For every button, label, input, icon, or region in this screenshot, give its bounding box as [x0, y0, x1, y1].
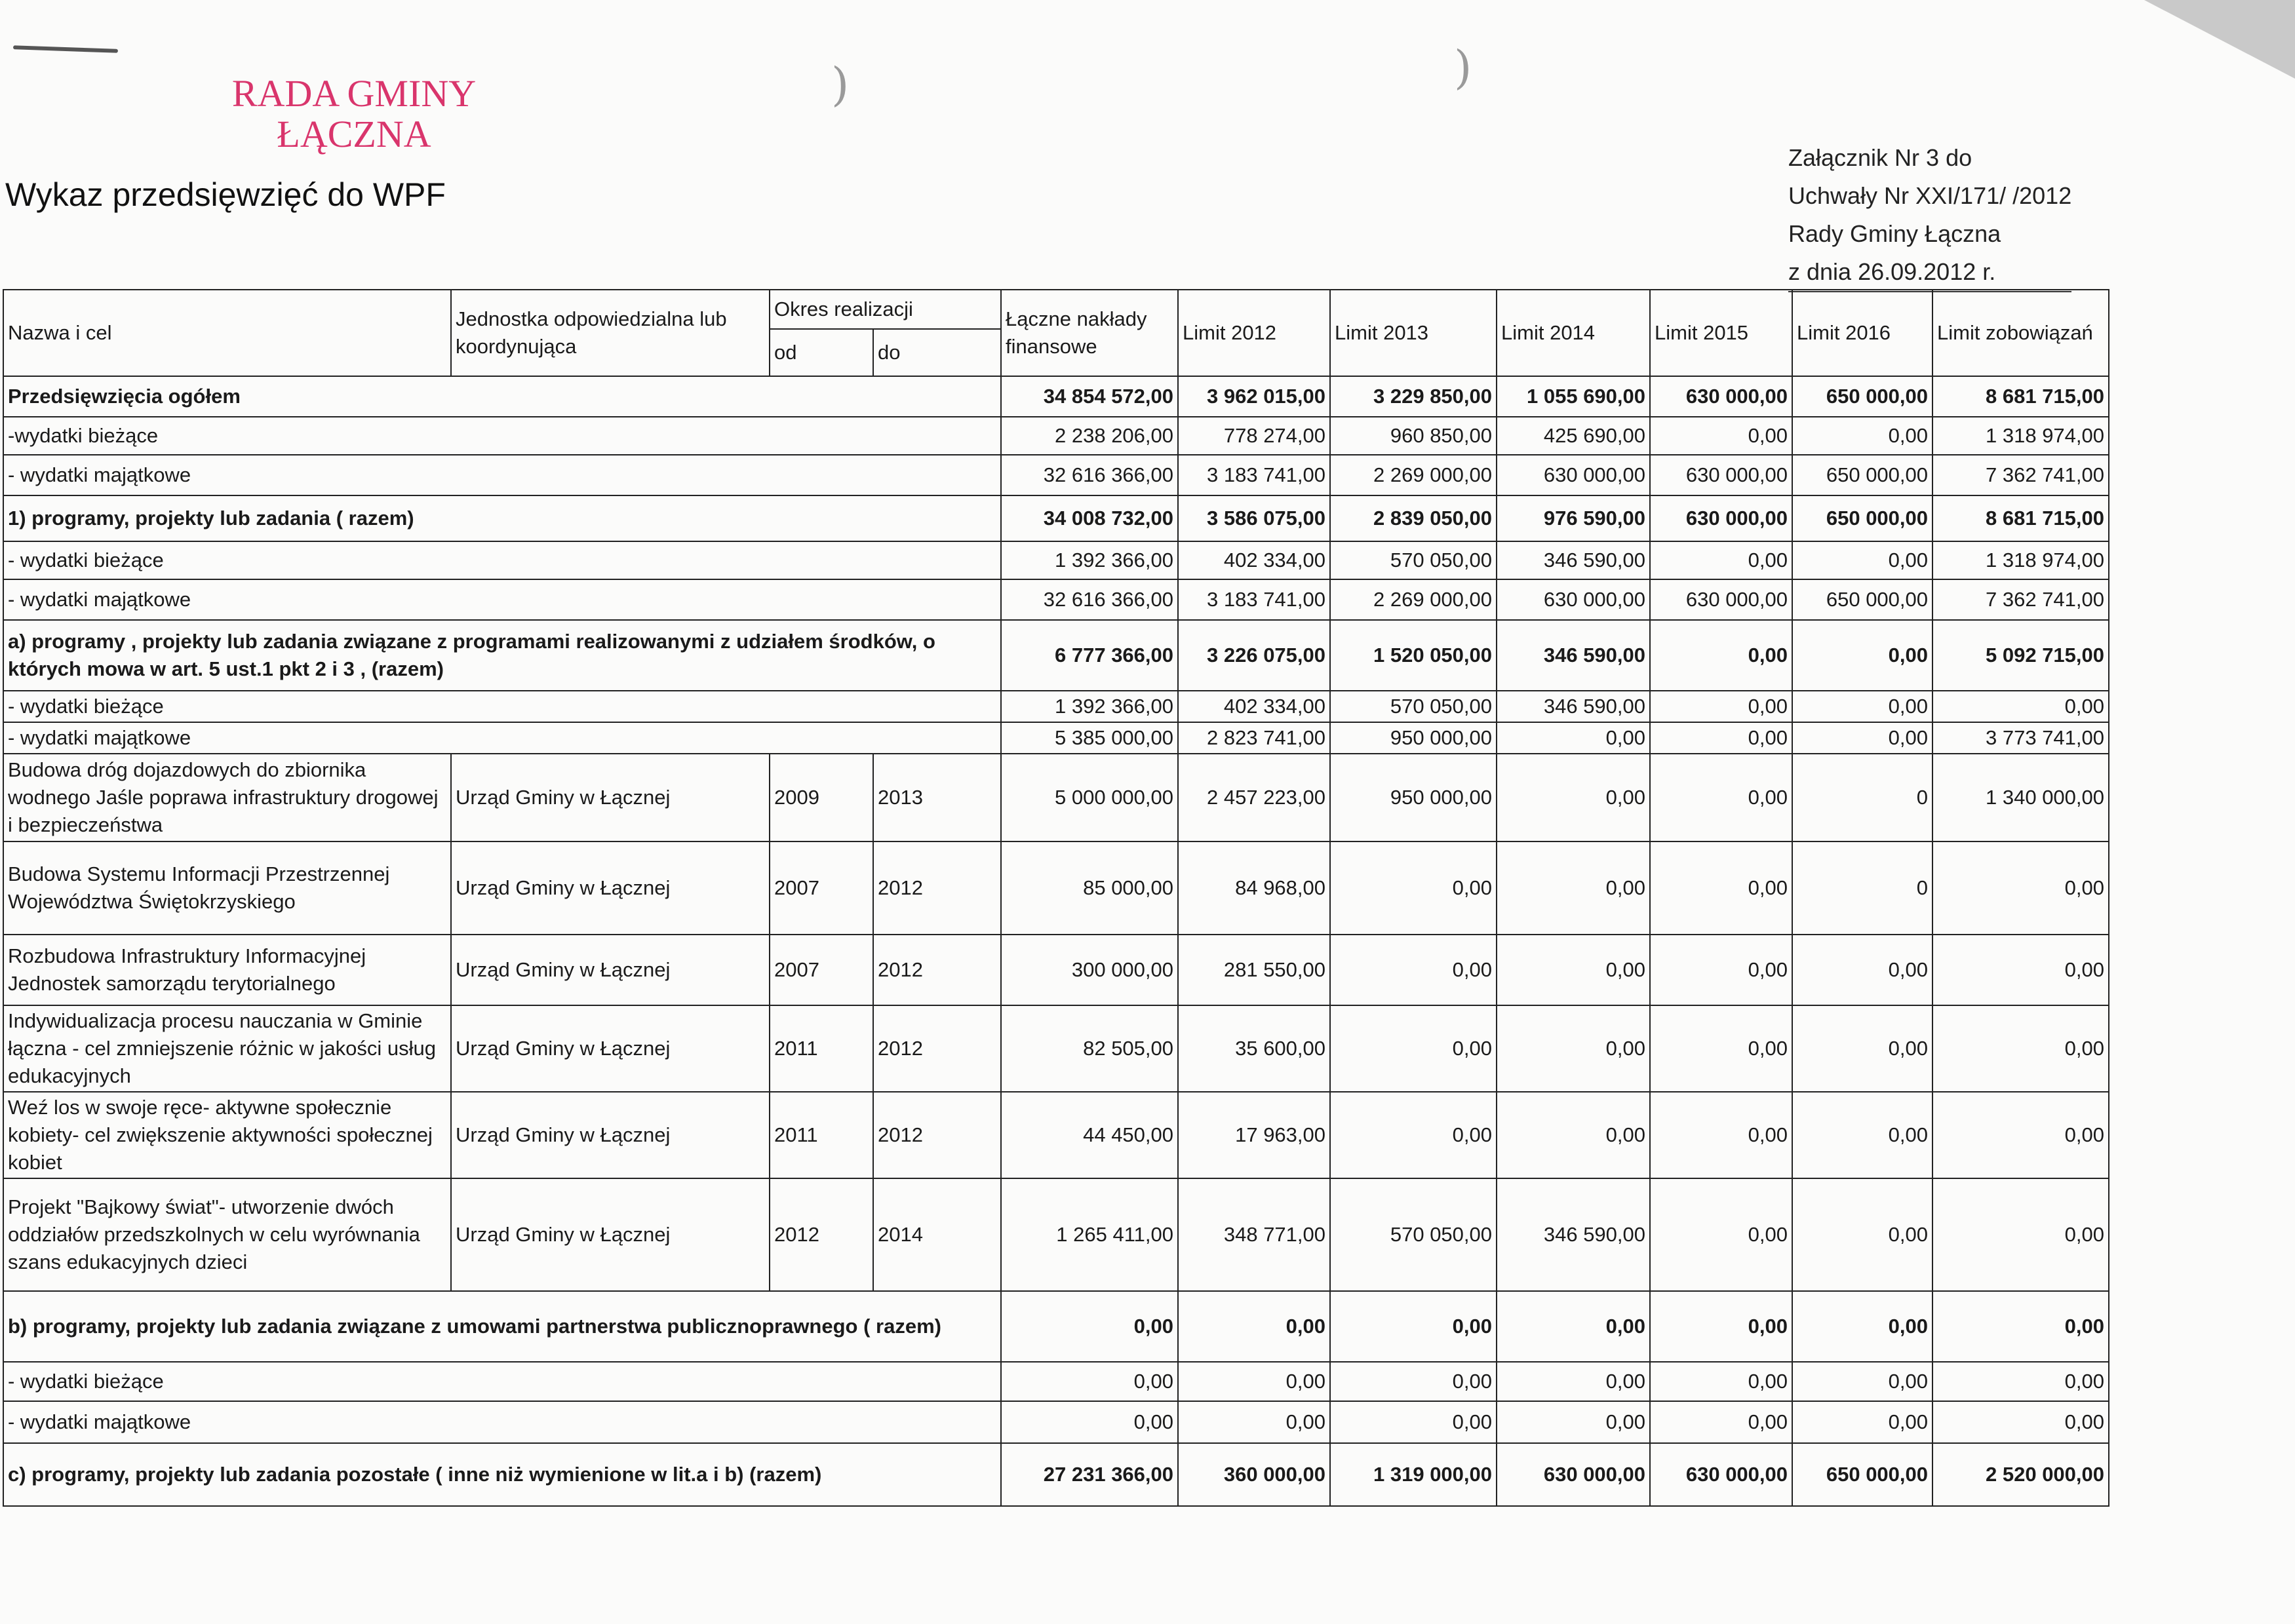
value-cell: 3 962 015,00 [1178, 376, 1330, 417]
value-cell: 0,00 [1178, 1362, 1330, 1401]
summary-row [3, 1291, 2109, 1362]
value-cell: 402 334,00 [1178, 691, 1330, 722]
value-cell: 3 183 741,00 [1178, 455, 1330, 495]
value-cell: 402 334,00 [1178, 541, 1330, 579]
project-unit: Urząd Gminy w Łącznej [451, 841, 770, 935]
value-cell: 0,00 [1330, 1291, 1497, 1362]
value-cell: 0 [1792, 841, 1932, 935]
value-cell: 0,00 [1932, 691, 2109, 722]
project-unit: Urząd Gminy w Łącznej [451, 935, 770, 1005]
value-cell: 3 229 850,00 [1330, 376, 1497, 417]
project-name: Projekt "Bajkowy świat"- utworzenie dwóch oddziałów przedszkolnych w celu wyrównania szans edukacyjnych dzieci [3, 1178, 451, 1291]
value-cell: 35 600,00 [1178, 1005, 1330, 1092]
project-row [3, 1005, 2109, 1092]
value-cell: 0,00 [1178, 1291, 1330, 1362]
project-to: 2012 [873, 935, 1001, 1005]
value-cell: 0,00 [1001, 1291, 1178, 1362]
value-cell: 2 238 206,00 [1001, 417, 1178, 455]
value-cell: 630 000,00 [1650, 376, 1792, 417]
value-cell: 34 008 732,00 [1001, 495, 1178, 541]
value-cell: 630 000,00 [1497, 455, 1650, 495]
value-cell: 0,00 [1497, 1092, 1650, 1178]
value-cell: 281 550,00 [1178, 935, 1330, 1005]
value-cell: 0,00 [1792, 620, 1932, 691]
value-cell: 346 590,00 [1497, 1178, 1650, 1291]
value-cell: 1 392 366,00 [1001, 541, 1178, 579]
value-cell: 0,00 [1650, 1291, 1792, 1362]
value-cell: 3 586 075,00 [1178, 495, 1330, 541]
project-name: Budowa dróg dojazdowych do zbiornika wodnego Jaśle poprawa infrastruktury drogowej i bezpieczeństwa [3, 754, 451, 841]
value-cell: 6 777 366,00 [1001, 620, 1178, 691]
summary-row [3, 722, 2109, 754]
stamp-line-2: ŁĄCZNA [277, 113, 431, 155]
value-cell: 34 854 572,00 [1001, 376, 1178, 417]
value-cell: 650 000,00 [1792, 376, 1932, 417]
row-label: Przedsięwzięcia ogółem [3, 376, 1001, 417]
project-row [3, 754, 2109, 841]
value-cell: 0,00 [1497, 754, 1650, 841]
header-period: Okres realizacji [770, 290, 1001, 329]
project-to: 2012 [873, 841, 1001, 935]
value-cell: 5 092 715,00 [1932, 620, 2109, 691]
project-from: 2012 [770, 1178, 873, 1291]
value-cell: 0,00 [1792, 1092, 1932, 1178]
value-cell: 0,00 [1650, 935, 1792, 1005]
scan-mark [13, 45, 118, 53]
value-cell: 5 385 000,00 [1001, 722, 1178, 754]
value-cell: 0,00 [1650, 722, 1792, 754]
value-cell: 84 968,00 [1178, 841, 1330, 935]
annex-line: Załącznik Nr 3 do [1788, 144, 1972, 171]
value-cell: 0,00 [1792, 691, 1932, 722]
value-cell: 0,00 [1932, 1092, 2109, 1178]
header-limit-2016: Limit 2016 [1792, 290, 1932, 376]
value-cell: 346 590,00 [1497, 620, 1650, 691]
value-cell: 2 520 000,00 [1932, 1443, 2109, 1506]
value-cell: 7 362 741,00 [1932, 579, 2109, 620]
header-limit-commitments: Limit zobowiązań [1932, 290, 2109, 376]
row-label: - wydatki majątkowe [3, 1401, 1001, 1443]
value-cell: 0,00 [1650, 1178, 1792, 1291]
value-cell: 360 000,00 [1178, 1443, 1330, 1506]
value-cell: 0,00 [1932, 1291, 2109, 1362]
value-cell: 1 265 411,00 [1001, 1178, 1178, 1291]
value-cell: 0,00 [1497, 1005, 1650, 1092]
value-cell: 950 000,00 [1330, 754, 1497, 841]
value-cell: 32 616 366,00 [1001, 579, 1178, 620]
header-limit-2012: Limit 2012 [1178, 290, 1330, 376]
header-limit-2013: Limit 2013 [1330, 290, 1497, 376]
value-cell: 0,00 [1497, 1401, 1650, 1443]
punch-hole-left: ) [831, 58, 850, 111]
header-limit-2015: Limit 2015 [1650, 290, 1792, 376]
project-unit: Urząd Gminy w Łącznej [451, 754, 770, 841]
value-cell: 950 000,00 [1330, 722, 1497, 754]
value-cell: 650 000,00 [1792, 579, 1932, 620]
value-cell: 630 000,00 [1650, 455, 1792, 495]
header-limit-2014: Limit 2014 [1497, 290, 1650, 376]
project-to: 2014 [873, 1178, 1001, 1291]
row-label: - wydatki majątkowe [3, 579, 1001, 620]
project-name: Rozbudowa Infrastruktury Informacyjnej Jednostek samorządu terytorialnego [3, 935, 451, 1005]
value-cell: 0,00 [1330, 841, 1497, 935]
header-from: od [770, 329, 873, 376]
value-cell: 0,00 [1650, 841, 1792, 935]
project-unit: Urząd Gminy w Łącznej [451, 1178, 770, 1291]
value-cell: 1 055 690,00 [1497, 376, 1650, 417]
value-cell: 570 050,00 [1330, 541, 1497, 579]
value-cell: 0,00 [1932, 1178, 2109, 1291]
value-cell: 0,00 [1330, 1092, 1497, 1178]
summary-row [3, 495, 2109, 541]
punch-hole-right: ) [1454, 41, 1472, 94]
value-cell: 0,00 [1497, 841, 1650, 935]
value-cell: 8 681 715,00 [1932, 495, 2109, 541]
project-name: Budowa Systemu Informacji Przestrzennej Województwa Świętokrzyskiego [3, 841, 451, 935]
summary-row [3, 541, 2109, 579]
value-cell: 0,00 [1792, 935, 1932, 1005]
value-cell: 2 269 000,00 [1330, 579, 1497, 620]
value-cell: 630 000,00 [1497, 1443, 1650, 1506]
wpf-table [3, 289, 2109, 1507]
row-label: c) programy, projekty lub zadania pozostałe ( inne niż wymienione w lit.a i b) (razem) [3, 1443, 1001, 1506]
value-cell: 630 000,00 [1497, 579, 1650, 620]
value-cell: 0,00 [1650, 620, 1792, 691]
row-label: -wydatki bieżące [3, 417, 1001, 455]
value-cell: 0,00 [1497, 935, 1650, 1005]
value-cell: 0,00 [1792, 1401, 1932, 1443]
row-label: - wydatki bieżące [3, 541, 1001, 579]
row-label: - wydatki bieżące [3, 691, 1001, 722]
project-from: 2007 [770, 841, 873, 935]
value-cell: 570 050,00 [1330, 691, 1497, 722]
value-cell: 0,00 [1650, 541, 1792, 579]
value-cell: 346 590,00 [1497, 541, 1650, 579]
value-cell: 630 000,00 [1650, 495, 1792, 541]
project-from: 2009 [770, 754, 873, 841]
value-cell: 2 823 741,00 [1178, 722, 1330, 754]
value-cell: 1 340 000,00 [1932, 754, 2109, 841]
value-cell: 960 850,00 [1330, 417, 1497, 455]
project-from: 2011 [770, 1005, 873, 1092]
stamp-line-1: RADA GMINY [231, 72, 477, 115]
value-cell: 5 000 000,00 [1001, 754, 1178, 841]
row-label: 1) programy, projekty lub zadania ( razem) [3, 495, 1001, 541]
value-cell: 1 318 974,00 [1932, 541, 2109, 579]
page-corner-fold [2144, 0, 2295, 79]
value-cell: 300 000,00 [1001, 935, 1178, 1005]
summary-row [3, 455, 2109, 495]
value-cell: 0,00 [1932, 1005, 2109, 1092]
value-cell: 0,00 [1001, 1401, 1178, 1443]
value-cell: 1 319 000,00 [1330, 1443, 1497, 1506]
project-from: 2007 [770, 935, 873, 1005]
value-cell: 570 050,00 [1330, 1178, 1497, 1291]
project-unit: Urząd Gminy w Łącznej [451, 1092, 770, 1178]
value-cell: 0,00 [1932, 935, 2109, 1005]
project-to: 2012 [873, 1005, 1001, 1092]
project-from: 2011 [770, 1092, 873, 1178]
value-cell: 0,00 [1650, 417, 1792, 455]
value-cell: 17 963,00 [1178, 1092, 1330, 1178]
value-cell: 0,00 [1792, 1291, 1932, 1362]
annex-note [1788, 139, 2071, 292]
value-cell: 0,00 [1497, 1291, 1650, 1362]
page-title: Wykaz przedsięwzięć do WPF [5, 176, 446, 213]
row-label: - wydatki bieżące [3, 1362, 1001, 1401]
value-cell: 85 000,00 [1001, 841, 1178, 935]
header-to: do [873, 329, 1001, 376]
row-label: a) programy , projekty lub zadania związane z programami realizowanymi z udziałem środków, o których mowa w art. 5 ust.1 pkt 2 i 3 , (razem) [3, 620, 1001, 691]
annex-line: Uchwały Nr XXI/171/ /2012 [1788, 182, 2072, 209]
row-label: b) programy, projekty lub zadania związane z umowami partnerstwa publicznoprawnego ( razem) [3, 1291, 1001, 1362]
summary-row [3, 376, 2109, 417]
value-cell: 0,00 [1932, 841, 2109, 935]
value-cell: 0,00 [1792, 1005, 1932, 1092]
value-cell: 630 000,00 [1650, 1443, 1792, 1506]
value-cell: 976 590,00 [1497, 495, 1650, 541]
value-cell: 0,00 [1792, 1178, 1932, 1291]
summary-row [3, 417, 2109, 455]
value-cell: 82 505,00 [1001, 1005, 1178, 1092]
project-unit: Urząd Gminy w Łącznej [451, 1005, 770, 1092]
value-cell: 8 681 715,00 [1932, 376, 2109, 417]
row-label: - wydatki majątkowe [3, 722, 1001, 754]
project-to: 2013 [873, 754, 1001, 841]
value-cell: 0,00 [1650, 1362, 1792, 1401]
council-stamp [229, 73, 479, 155]
project-row [3, 1178, 2109, 1291]
project-name: Indywidualizacja procesu nauczania w Gminie łączna - cel zmniejszenie różnic w jakości usług edukacyjnych [3, 1005, 451, 1092]
value-cell: 0,00 [1650, 1401, 1792, 1443]
value-cell: 1 392 366,00 [1001, 691, 1178, 722]
summary-row [3, 1443, 2109, 1506]
value-cell: 1 318 974,00 [1932, 417, 2109, 455]
value-cell: 32 616 366,00 [1001, 455, 1178, 495]
value-cell: 0,00 [1330, 1005, 1497, 1092]
project-name: Weź los w swoje ręce- aktywne społecznie kobiety- cel zwiększenie aktywności społecznej kobiet [3, 1092, 451, 1178]
value-cell: 2 457 223,00 [1178, 754, 1330, 841]
value-cell: 0,00 [1650, 1092, 1792, 1178]
value-cell: 348 771,00 [1178, 1178, 1330, 1291]
summary-row [3, 691, 2109, 722]
value-cell: 1 520 050,00 [1330, 620, 1497, 691]
value-cell: 650 000,00 [1792, 1443, 1932, 1506]
value-cell: 0,00 [1178, 1401, 1330, 1443]
header-name: Nazwa i cel [3, 290, 451, 376]
value-cell: 2 269 000,00 [1330, 455, 1497, 495]
value-cell: 425 690,00 [1497, 417, 1650, 455]
annex-line: Rady Gminy Łączna [1788, 220, 2001, 247]
value-cell: 0,00 [1330, 935, 1497, 1005]
value-cell: 650 000,00 [1792, 495, 1932, 541]
value-cell: 0,00 [1330, 1362, 1497, 1401]
value-cell: 0,00 [1792, 722, 1932, 754]
value-cell: 27 231 366,00 [1001, 1443, 1178, 1506]
project-to: 2012 [873, 1092, 1001, 1178]
annex-line: z dnia 26.09.2012 r. [1788, 253, 2071, 292]
value-cell: 3 773 741,00 [1932, 722, 2109, 754]
value-cell: 0,00 [1792, 417, 1932, 455]
value-cell: 630 000,00 [1650, 579, 1792, 620]
value-cell: 7 362 741,00 [1932, 455, 2109, 495]
summary-row [3, 1401, 2109, 1443]
project-row [3, 935, 2109, 1005]
value-cell: 0,00 [1650, 754, 1792, 841]
project-row [3, 1092, 2109, 1178]
value-cell: 0,00 [1497, 722, 1650, 754]
value-cell: 778 274,00 [1178, 417, 1330, 455]
summary-row [3, 579, 2109, 620]
value-cell: 0,00 [1792, 541, 1932, 579]
row-label: - wydatki majątkowe [3, 455, 1001, 495]
value-cell: 0,00 [1650, 1005, 1792, 1092]
project-row [3, 841, 2109, 935]
value-cell: 0,00 [1932, 1362, 2109, 1401]
value-cell: 3 183 741,00 [1178, 579, 1330, 620]
value-cell: 0 [1792, 754, 1932, 841]
value-cell: 346 590,00 [1497, 691, 1650, 722]
table-header-row [3, 290, 2109, 329]
value-cell: 3 226 075,00 [1178, 620, 1330, 691]
value-cell: 44 450,00 [1001, 1092, 1178, 1178]
value-cell: 0,00 [1792, 1362, 1932, 1401]
value-cell: 0,00 [1650, 691, 1792, 722]
value-cell: 2 839 050,00 [1330, 495, 1497, 541]
summary-row [3, 1362, 2109, 1401]
value-cell: 0,00 [1001, 1362, 1178, 1401]
value-cell: 0,00 [1932, 1401, 2109, 1443]
header-unit: Jednostka odpowiedzialna lub koordynująca [451, 290, 770, 376]
value-cell: 0,00 [1330, 1401, 1497, 1443]
value-cell: 0,00 [1497, 1362, 1650, 1401]
value-cell: 650 000,00 [1792, 455, 1932, 495]
summary-row [3, 620, 2109, 691]
header-total: Łączne nakłady finansowe [1001, 290, 1178, 376]
